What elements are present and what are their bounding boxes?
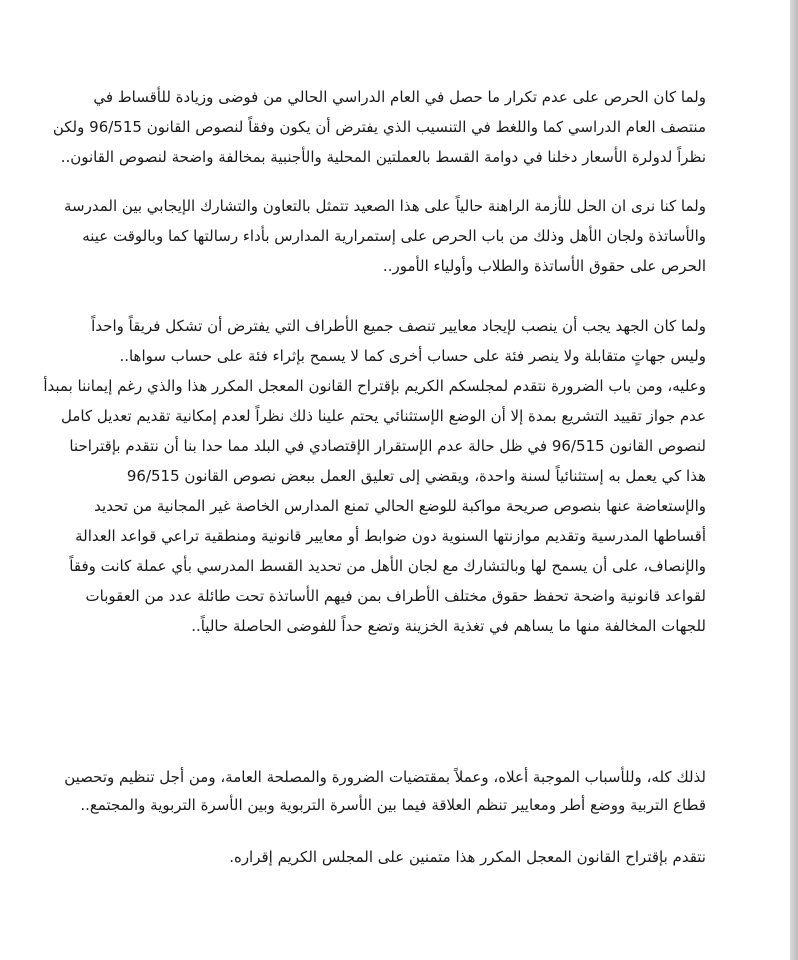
paragraph-line: ولما كنا نرى ان الحل للأزمة الراهنة حالياً على هذا الصعيد تتمثل بالتعاون والتشارك الإيجابي بين المدرسة xyxy=(64,197,706,215)
paragraph-line: منتصف العام الدراسي كما واللغط في التنسيب الذي يفترض أن يكون وفقاً لنصوص القانون 96/515 ولكن xyxy=(52,118,706,136)
paragraph-line: للجهات المخالفة منها ما يساهم في تغذية الخزينة وتضع حداً للفوضى الحاصلة حالياً.. xyxy=(191,617,706,635)
paragraph-line: عدم جواز تقييد التشريع بمدة إلا أن الوضع الإستثنائي يحتم علينا ذلك نظراً لعدم إمكانية تقديم تعديل كامل xyxy=(61,407,706,425)
paragraph-line: وليس جهاتٍ متقابلة ولا ينصر فئة على حساب أخرى كما لا يسمح بإثراء فئة على حساب سواها.. xyxy=(119,347,706,365)
paragraph-reasons xyxy=(64,763,706,819)
paragraph-tuition-chaos xyxy=(52,82,706,172)
paragraph-line: والإنصاف، على أن يسمح لها وبالتشارك مع لجان الأهل من تحديد القسط المدرسي بأي عملة كانت وفقاً xyxy=(69,557,706,575)
page-edge-shadow xyxy=(790,0,798,960)
paragraph-line: قطاع التربية ووضع أطر ومعايير تنظم العلاقة فيما بين الأسرة التربوية وبين الأسرة التربوية والمجتمع.. xyxy=(80,796,706,814)
paragraph-line: هذا كي يعمل به إستثنائياً لسنة واحدة، ويقضي إلى تعليق العمل ببعض نصوص القانون 96/515 xyxy=(126,467,706,485)
paragraph-line: وعليه، ومن باب الضرورة نتقدم لمجلسكم الكريم بإقتراح القانون المعجل المكرر هذا والذي رغم إيماننا بمبدأ xyxy=(43,377,706,395)
paragraph-line: لنصوص القانون 96/515 في ظل حالة عدم الإستقرار الإقتصادي في البلد مما حدا بنا أن نتقدم بإقتراحنا xyxy=(69,437,706,455)
paragraph-proposal xyxy=(43,371,706,641)
paragraph-line: والأساتذة ولجان الأهل وذلك من باب الحرص على إستمرارية المدارس بأداء رسالتها كما وبالوقت عينه xyxy=(82,227,706,245)
paragraph-line: ولما كان الجهد يجب أن ينصب لإيجاد معايير تنصف جميع الأطراف التي يفترض أن تشكل فريقاً واحداً xyxy=(91,317,706,335)
paragraph-cooperation xyxy=(64,191,706,281)
paragraph-line: لذلك كله، وللأسباب الموجبة أعلاه، وعملاً بمقتضيات الضرورة والمصلحة العامة، ومن أجل تنظيم وتحصين xyxy=(64,768,706,786)
paragraph-closing xyxy=(82,843,706,871)
paragraph-fair-standards xyxy=(82,311,706,371)
paragraph-line: نظراً لدولرة الأسعار دخلنا في دوامة القسط بالعملتين المحلية والأجنبية بمخالفة واضحة لنصوص القانون.. xyxy=(60,148,706,166)
paragraph-line: الحرص على حقوق الأساتذة والطلاب وأولياء الأمور.. xyxy=(382,257,706,275)
paragraph-line: والإستعاضة عنها بنصوص صريحة مواكبة للوضع الحالي تمنع المدارس الخاصة غير المجانية من تحديد xyxy=(94,497,706,515)
paragraph-line: لقواعد قانونية واضحة تحفظ حقوق مختلف الأطراف بمن فيهم الأساتذة تحت طائلة عدد من العقوبات xyxy=(85,587,706,605)
paragraph-line: أقساطها المدرسية وتقديم موازنتها السنوية دون ضوابط أو معايير قانونية ومنطقية تراعي قواعد العدالة xyxy=(75,527,706,545)
paragraph-line: نتقدم بإقتراح القانون المعجل المكرر هذا متمنين على المجلس الكريم إقراره. xyxy=(229,848,706,866)
paragraph-line: ولما كان الحرص على عدم تكرار ما حصل في العام الدراسي الحالي من فوضى وزيادة للأقساط في xyxy=(93,88,706,106)
